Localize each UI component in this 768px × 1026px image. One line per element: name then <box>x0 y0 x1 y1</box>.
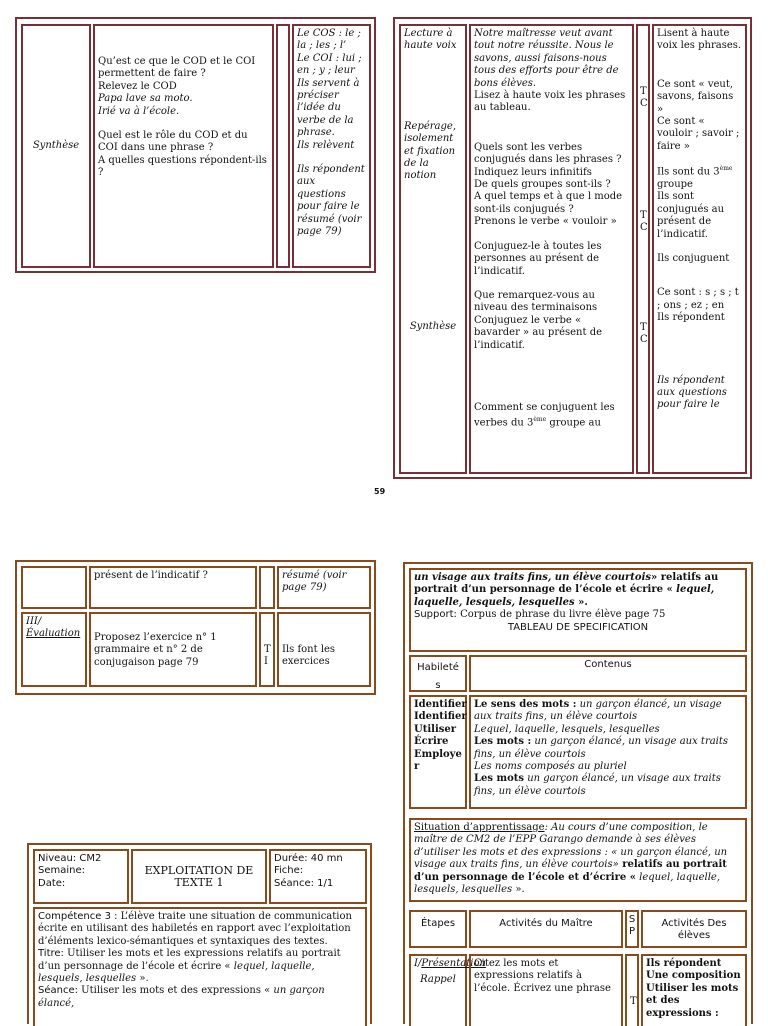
situation-cell: Situation d’apprentissage: Au cours d’une composition, le maître de CM2 de l’EPP Garango demande à ses élèves d’utiliser les mots et des expressions : « un garçon élancé, un visage aux traits fins, un élève courtois» relatifs au portrait d’un personnage de l’école et d’écrire « lequel, laquelle, lesquels, lesquelles ». <box>409 818 747 902</box>
presentation-teacher-cell: Citez les mots et expressions relatifs à l’école. Écrivez une phrase <box>469 954 623 1026</box>
table-exploitation-texte <box>27 843 372 1024</box>
ans-repondent: Ils répondent <box>657 312 725 324</box>
stage-presentation-cell: I/Présentation Rappel <box>409 954 467 1026</box>
col-sp: S P <box>625 910 639 948</box>
answer-resume: Ils répondent aux questions pour faire le résumé (voir page 79) <box>297 164 365 238</box>
q-terminaisons: Que remarquez-vous au niveau des terminaisons <box>474 289 598 314</box>
presentation-students-cell: Ils répondent Une composition Utiliser les mots et des expressions : <box>641 954 747 1026</box>
question-1: Qu’est ce que le COD et le COI permettent de faire ? <box>98 56 256 80</box>
q-3e-groupe: Comment se conjuguent les verbes du 3ème groupe au <box>474 401 615 429</box>
ans-verbes: Ce sont « veut, savons, faisons » <box>657 78 734 115</box>
tc-mark-1: T C <box>640 86 648 110</box>
eval-ti-cell: T I <box>259 612 275 687</box>
reading-text: Notre maîtresse veut avant tout notre réussite. Nous le savons, aussi faisons-nous tous des efforts pour être de bons élèves. <box>474 28 619 89</box>
eval-num: III/ <box>26 616 42 627</box>
q-infinitifs: Indiquez leurs infinitifs <box>474 166 592 178</box>
instruction: Relevez le COD <box>98 80 177 92</box>
answer-cos: Le COS : le ; la ; les ; l’ <box>297 28 361 52</box>
ans-conjuguent: Ils conjuguent <box>657 253 730 265</box>
tc-mark-3: T C <box>640 322 648 346</box>
example-2: Irié va à l’école. <box>98 105 180 117</box>
eval-teacher: Proposez l’exercice n° 1 grammaire et n° 2 de conjugaison page 79 <box>94 632 217 668</box>
ans-infinitifs: Ce sont « vouloir ; savoir ; faire » <box>657 116 740 152</box>
table-synthese-cod-coi <box>15 17 376 273</box>
cont-stage-cell <box>21 566 87 609</box>
eval-label: Évaluation <box>26 628 81 640</box>
ans-present: Ils sont conjugués au présent de l’indicatif. <box>657 191 725 240</box>
answer-coi: Le COI : lui ; en ; y ; leur <box>297 52 362 77</box>
answer-role: Ils servent à préciser l’idée du verbe de la phrase. <box>297 77 360 139</box>
cont-sp-cell <box>259 566 275 609</box>
sp-cell <box>276 24 290 268</box>
q-verbes: Quels sont les verbes conjugués dans les phrases ? <box>474 141 622 166</box>
cont-students: résumé (voir page 79) <box>282 570 347 594</box>
q-conjuguez: Conjuguez-le à toutes les personnes au présent de l’indicatif. <box>474 240 602 277</box>
header-cell: un visage aux traits fins, un élève courtois» relatifs au portrait d’un personnage de l’école et écrire « lequel, laquelle, lesquels, lesquelles ». Support: Corpus de phrase du livre élève page 75 TABLEAU DE SPECIFICATION <box>409 568 747 652</box>
table-conjugaison <box>393 17 752 479</box>
col-etapes: Étapes <box>409 910 467 948</box>
cont-teacher: présent de l’indicatif ? <box>94 570 208 581</box>
document-title: EXPLOITATION DE TEXTE 1 <box>144 864 254 890</box>
stage-synthese: Synthèse <box>409 320 457 332</box>
eval-stage-cell <box>21 612 87 687</box>
students-cell <box>292 24 371 268</box>
stage-reperage: Repérage, isolement et fixation de la notion <box>404 120 457 182</box>
col-habiletes: Habileté s <box>409 655 467 692</box>
teacher-cell <box>469 24 634 474</box>
support-label: Support: <box>414 609 457 621</box>
stages-cell <box>399 24 467 474</box>
title-cell <box>131 849 267 904</box>
q-temps: A quel temps et à que l mode sont-ils conjugués ? <box>474 191 623 215</box>
read-aloud: Lisez à haute voix les phrases au tableau. <box>474 90 626 114</box>
ans-groupe: Ils sont du 3ème groupe <box>657 165 733 190</box>
details-cell: Compétence 3 : L’élève traite une situation de communication écrite en utilisant des habiletés en rapport avec l’exploitation d’éléments lexico-sémantiques et syntaxiques des textes. Titre: Utiliser les mots et les expressions relatifs au portrait d’un personnage de l’école et écrire « lequel, laquelle, lesquels, lesquelles ». Séance: Utiliser les mots et des expressions « un garçon élancé, <box>33 907 367 1026</box>
example-1: Papa lave sa moto. <box>98 93 193 105</box>
table-evaluation <box>15 560 376 695</box>
col-activites-eleves: Activités Des élèves <box>641 910 747 948</box>
ans-lisent: Lisent à haute voix les phrases. <box>657 28 742 52</box>
eval-students-cell <box>277 612 371 687</box>
question-3: A quelles questions répondent-ils ? <box>98 154 267 179</box>
stage-label: Synthèse <box>32 139 80 151</box>
q-groupes: De quels groupes sont-ils ? <box>474 179 611 191</box>
eval-teacher-cell <box>89 612 257 687</box>
col-contenus: Contenus <box>469 655 747 692</box>
cont-teacher-cell <box>89 566 257 609</box>
niveau-cell: Niveau: CM2 Semaine: Date: <box>33 849 129 904</box>
cont-students-cell <box>277 566 371 609</box>
students-cell <box>652 24 747 474</box>
spec-title: TABLEAU DE SPECIFICATION <box>507 621 649 633</box>
q-vouloir: Prenons le verbe « vouloir » <box>474 216 617 228</box>
presentation-sp-cell: T <box>625 954 639 1026</box>
tc-cell <box>636 24 650 474</box>
support-text: Corpus de phrase du livre élève page 75 <box>456 609 666 621</box>
answer-releve: Ils relèvent <box>297 139 355 151</box>
tc-mark-2: T C <box>640 210 648 234</box>
eval-students: Ils font les exercices <box>282 644 336 668</box>
contenus-cell: Le sens des mots : un garçon élancé, un visage aux traits fins, un élève courtois Lequel, laquelle, lesquels, lesquelles Les mots : un garçon élancé, un visage aux traits fins, un élève courtois Les noms composés au pluriel Les mots un garçon élancé, un visage aux traits fins, un élève courtois <box>469 695 747 809</box>
stage-cell <box>21 24 91 268</box>
page-number: 59 <box>374 487 386 496</box>
duree-cell: Durée: 40 mn Fiche: Séance: 1/1 <box>269 849 367 904</box>
teacher-cell <box>93 24 274 268</box>
col-activites-maitre: Activités du Maître <box>469 910 623 948</box>
habiletes-cell: Identifier Identifier Utiliser Écrire Employe r <box>409 695 467 809</box>
ans-terminaisons: Ce sont : s ; s ; t ; ons ; ez ; en <box>657 287 739 311</box>
stage-lecture: Lecture à haute voix <box>404 28 457 52</box>
question-2: Quel est le rôle du COD et du COI dans une phrase ? <box>98 130 248 154</box>
ans-resume: Ils répondent aux questions pour faire le <box>657 374 727 411</box>
table-specification <box>403 562 753 1024</box>
q-bavarder: Conjuguez le verbe « bavarder » au présent de l’indicatif. <box>474 314 603 351</box>
